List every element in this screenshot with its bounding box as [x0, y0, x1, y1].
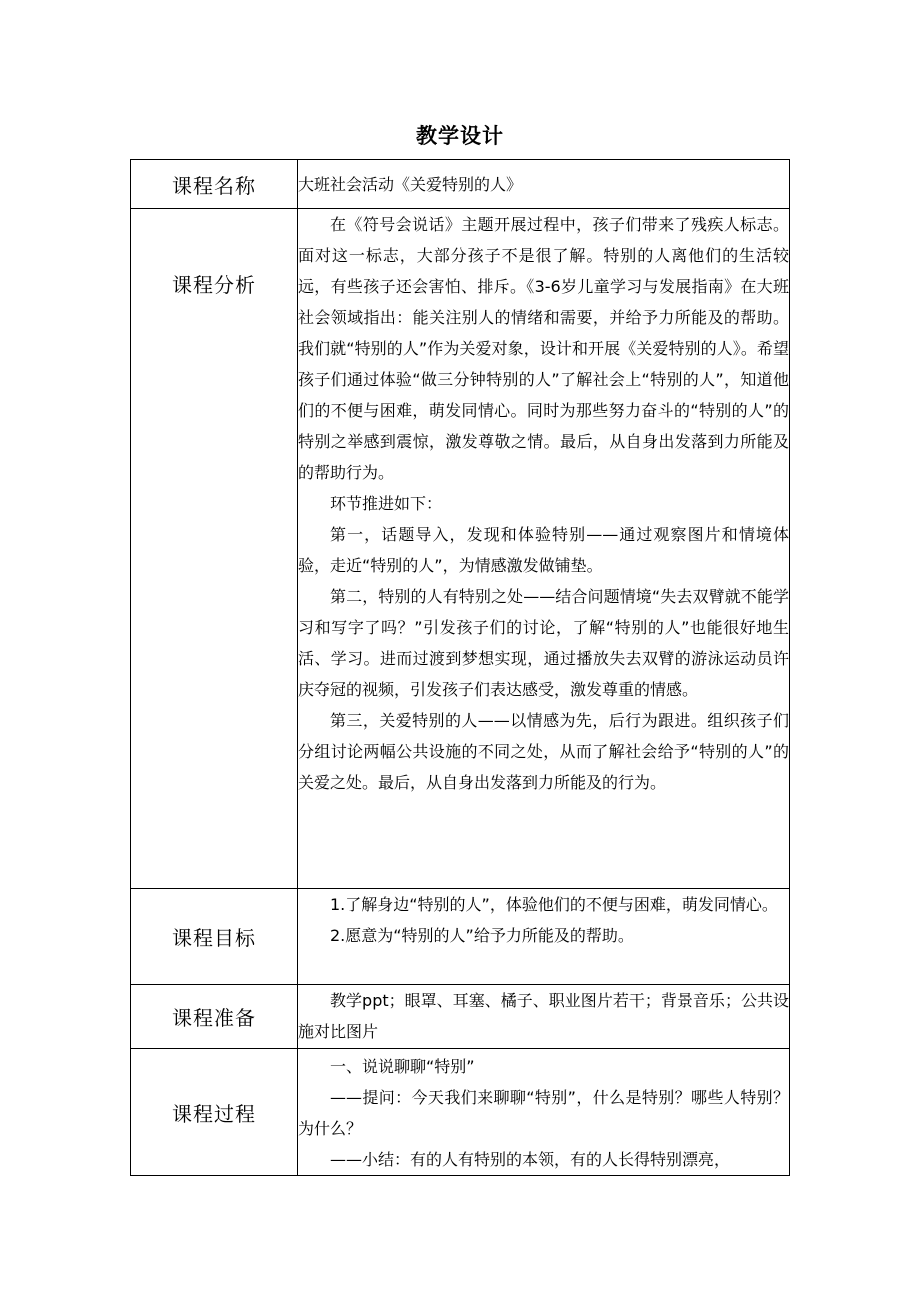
goal-item: 1.了解身边“特别的人”，体验他们的不便与困难，萌发同情心。 [330, 895, 778, 914]
course-goals-content [298, 889, 790, 985]
course-name-label: 课程名称 [131, 160, 298, 209]
analysis-paragraph: 第一，话题导入，发现和体验特别——通过观察图片和情境体验，走近“特别的人”，为情感激发做铺垫。 [298, 525, 789, 575]
process-paragraph: 一、说说聊聊“特别” [330, 1057, 475, 1076]
analysis-paragraph: 第二，特别的人有特别之处——结合问题情境“失去双臂就不能学习和写字了吗？”引发孩子们的讨论，了解“特别的人”也能很好地生活、学习。进而过渡到梦想实现，通过播放失去双臂的游泳运动员许庆夺冠的视频，引发孩子们表达感受，激发尊重的情感。 [298, 587, 789, 699]
course-name-text: 大班社会活动《关爱特别的人》 [298, 174, 523, 194]
course-analysis-label: 课程分析 [131, 209, 298, 889]
table-row-course-process [131, 1049, 790, 1176]
course-prep-content [298, 985, 790, 1049]
table-row-course-goals [131, 889, 790, 985]
table-row-course-analysis [131, 209, 790, 889]
course-process-content [298, 1049, 790, 1176]
table-row-course-name [131, 160, 790, 209]
table-row-course-prep [131, 985, 790, 1049]
course-prep-label: 课程准备 [131, 985, 298, 1049]
course-analysis-content [298, 209, 790, 889]
document-title: 教学设计 [416, 124, 504, 148]
lesson-design-table [130, 159, 790, 1176]
analysis-paragraph: 第三，关爱特别的人——以情感为先，后行为跟进。组织孩子们分组讨论两幅公共设施的不同之处，从而了解社会给予“特别的人”的关爱之处。最后，从自身出发落到力所能及的行为。 [298, 711, 789, 792]
course-name-value [298, 160, 790, 209]
course-goals-label: 课程目标 [131, 889, 298, 985]
analysis-paragraph: 环节推进如下： [330, 494, 443, 513]
analysis-paragraph: 在《符号会说话》主题开展过程中，孩子们带来了残疾人标志。面对这一标志，大部分孩子不是很了解。特别的人离他们的生活较远，有些孩子还会害怕、排斥。《3-6岁儿童学习与发展指南》在大班社会领域指出：能关注别人的情绪和需要，并给予力所能及的帮助。我们就“特别的人”作为关爱对象，设计和开展《关爱特别的人》。希望孩子们通过体验“做三分钟特别的人”了解社会上“特别的人”，知道他们的不便与困难，萌发同情心。同时为那些努力奋斗的“特别的人”的特别之举感到震惊，激发尊敬之情。最后，从自身出发落到力所能及的帮助行为。 [298, 215, 789, 482]
course-process-label: 课程过程 [131, 1049, 298, 1176]
goal-item: 2.愿意为“特别的人”给予力所能及的帮助。 [330, 926, 634, 945]
process-paragraph: ——提问：今天我们来聊聊“特别”，什么是特别？哪些人特别？为什么？ [298, 1088, 789, 1138]
process-paragraph: ——小结：有的人有特别的本领，有的人长得特别漂亮， [330, 1150, 731, 1169]
prep-text: 教学ppt；眼罩、耳塞、橘子、职业图片若干；背景音乐；公共设施对比图片 [298, 991, 789, 1041]
